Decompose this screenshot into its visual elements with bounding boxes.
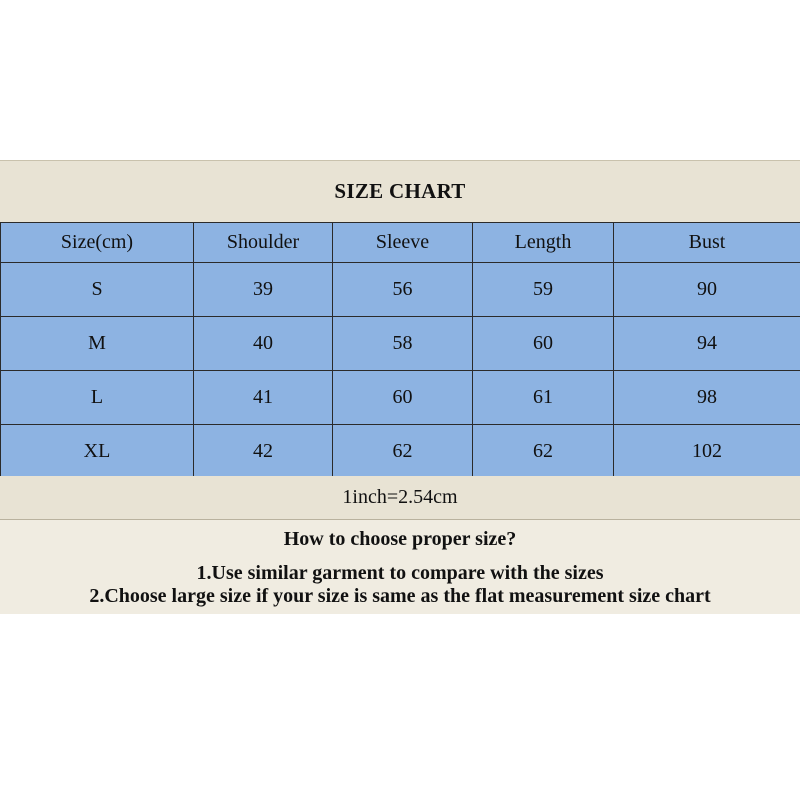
length-cell: 61 <box>473 371 614 425</box>
guide-question: How to choose proper size? <box>283 528 517 550</box>
bust-cell: 90 <box>614 263 800 317</box>
column-header-length: Length <box>473 223 614 263</box>
size-cell: L <box>1 371 194 425</box>
bust-cell: 102 <box>614 425 800 479</box>
sleeve-cell: 58 <box>333 317 473 371</box>
size-cell: S <box>1 263 194 317</box>
shoulder-cell: 40 <box>194 317 333 371</box>
size-table <box>0 222 800 479</box>
length-cell: 60 <box>473 317 614 371</box>
guide-line-2: 2.Choose large size if your size is same as the flat measurement size chart <box>89 585 711 607</box>
size-cell: M <box>1 317 194 371</box>
table-row <box>1 371 800 425</box>
length-cell: 62 <box>473 425 614 479</box>
bust-cell: 94 <box>614 317 800 371</box>
column-header-bust: Bust <box>614 223 800 263</box>
table-row <box>1 425 800 479</box>
conversion-note: 1inch=2.54cm <box>342 486 458 508</box>
length-cell: 59 <box>473 263 614 317</box>
column-header-shoulder: Shoulder <box>194 223 333 263</box>
shoulder-cell: 42 <box>194 425 333 479</box>
chart-title: SIZE CHART <box>334 179 466 203</box>
shoulder-cell: 41 <box>194 371 333 425</box>
table-row <box>1 317 800 371</box>
guide-line-1: 1.Use similar garment to compare with the sizes <box>196 562 604 584</box>
sleeve-cell: 56 <box>333 263 473 317</box>
size-guide <box>0 520 800 614</box>
sleeve-cell: 60 <box>333 371 473 425</box>
shoulder-cell: 39 <box>194 263 333 317</box>
bust-cell: 98 <box>614 371 800 425</box>
conversion-band <box>0 476 800 520</box>
size-chart <box>0 160 800 614</box>
header-row <box>1 223 800 263</box>
sleeve-cell: 62 <box>333 425 473 479</box>
column-header-sleeve: Sleeve <box>333 223 473 263</box>
size-cell: XL <box>1 425 194 479</box>
table-row <box>1 263 800 317</box>
column-header-size: Size(cm) <box>1 223 194 263</box>
title-band <box>0 160 800 222</box>
